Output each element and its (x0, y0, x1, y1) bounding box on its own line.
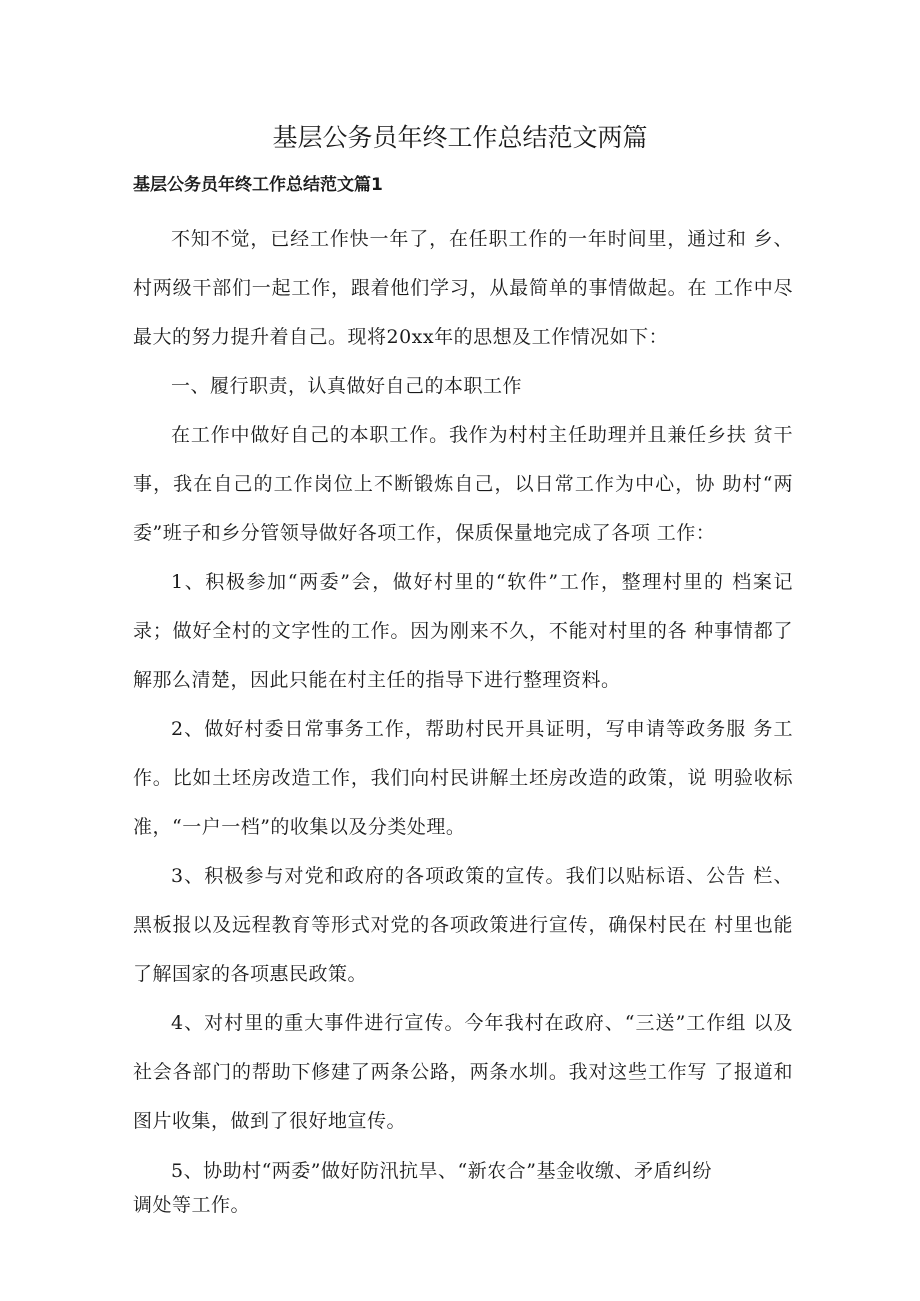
paragraph-item-4: 4、对村里的重大事件进行宣传。今年我村在政府、“三送”工作组 以及社会各部门的帮助下修建了两条公路，两条水圳。我对这些工作写 了报道和图片收集，做到了很好地宣传。 (133, 1012, 793, 1132)
paragraph-subheading: 一、履行职责，认真做好自己的本职工作 (171, 375, 523, 397)
paragraph-item-2: 2、做好村委日常事务工作，帮助村民开具证明，写申请等政务服 务工作。比如土坯房改造工作，我们向村民讲解土坯房改造的政策，说 明验收标准，“一户一档”的收集以及分类处理。 (133, 718, 793, 838)
paragraph-item-1: 1、积极参加“两委”会，做好村里的“软件”工作，整理村里的 档案记录；做好全村的文字性的工作。因为刚来不久，不能对村里的各 种事情都了解那么清楚，因此只能在村主任的指导下进行整理资料。 (133, 571, 793, 691)
paragraph-item-5-line-1: 5、协助村“两委”做好防汛抗旱、“新农合”基金收缴、矛盾纠纷 (171, 1160, 712, 1182)
section-heading: 基层公务员年终工作总结范文篇1 (133, 175, 383, 195)
paragraph-item-3: 3、积极参与对党和政府的各项政策的宣传。我们以贴标语、公告 栏、黑板报以及远程教育等形式对党的各项政策进行宣传，确保村民在 村里也能了解国家的各项惠民政策。 (133, 865, 793, 985)
paragraph-intro: 不知不觉，已经工作快一年了，在任职工作的一年时间里，通过和 乡、村两级干部们一起工作，跟着他们学习，从最简单的事情做起。在 工作中尽最大的努力提升着自己。现将20xx年的思想及工作情况如下： (133, 228, 793, 348)
paragraph-duties: 在工作中做好自己的本职工作。我作为村村主任助理并且兼任乡扶 贫干事，我在自己的工作岗位上不断锻炼自己，以日常工作为中心，协 助村“两委”班子和乡分管领导做好各项工作，保质保量地完成了各项 工作： (133, 424, 793, 544)
paragraph-item-5 (133, 1154, 793, 1222)
document-body (133, 215, 793, 1222)
paragraph-item-5-line-2: 调处等工作。 (133, 1194, 251, 1216)
document-title: 基层公务员年终工作总结范文两篇 (272, 123, 648, 152)
